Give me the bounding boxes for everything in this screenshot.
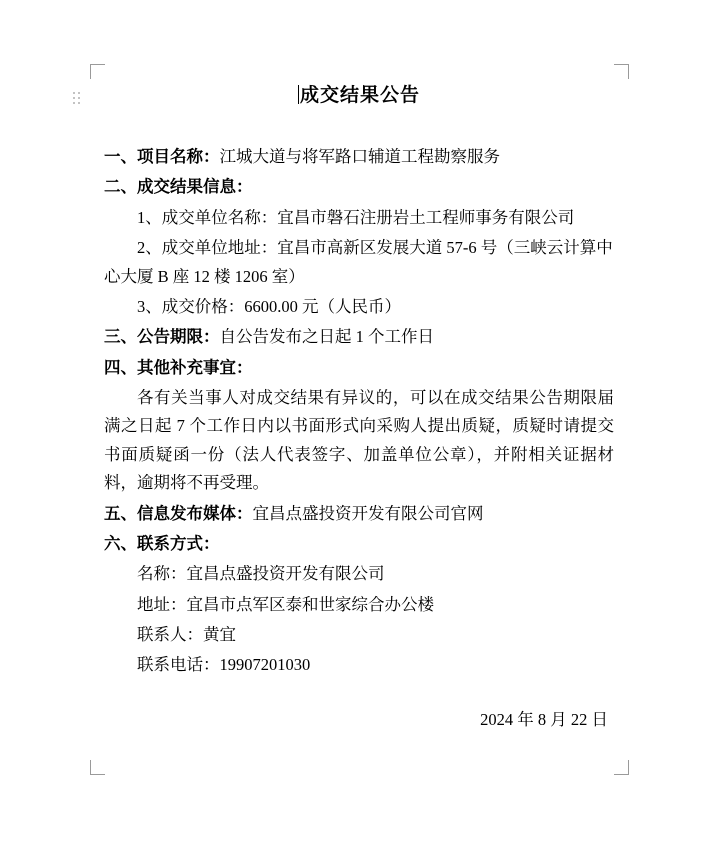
section-heading-6: 六、联系方式： <box>104 533 220 553</box>
list-item: 2、成交单位地址：宜昌市高新区发展大道 57-6 号（三峡云计算中心大厦 B 座 12 楼 1206 室） <box>104 238 613 286</box>
section-heading-3 <box>104 323 614 351</box>
document-body <box>104 80 614 736</box>
page-title-text: 成交结果公告 <box>299 85 420 106</box>
contact-person: 联系人：黄宜 <box>137 625 236 644</box>
paragraph-drag-handle-icon[interactable] <box>73 92 82 106</box>
contact-phone: 联系电话：19907201030 <box>137 655 311 675</box>
section-heading-4: 四、其他补充事宜： <box>104 357 253 377</box>
list-item: 3、成交价格：6600.00 元（人民币） <box>137 296 401 316</box>
contact-name: 名称：宜昌点盛投资开发有限公司 <box>137 564 385 584</box>
margin-mark-top-left <box>90 64 105 79</box>
section-4-body: 各有关当事人对成交结果有异议的，可以在成交结果公告期限届满之日起 7 个工作日内以书面形式向采购人提出质疑，质疑时请提交书面质疑函一份（法人代表签字、加盖单位公章），并附相关证据材料，逾期将不再受理。 <box>104 388 614 493</box>
margin-mark-top-right <box>614 64 629 79</box>
section-heading-5-value: 宜昌点盛投资开发有限公司官网 <box>252 503 484 523</box>
section-heading-3-label: 三、公告期限： <box>104 327 220 347</box>
section-heading-5 <box>104 500 614 528</box>
section-heading-1 <box>104 143 614 171</box>
document-date: 2024 年 8 月 22 日 <box>480 709 608 729</box>
section-heading-2: 二、成交结果信息： <box>104 177 253 197</box>
section-heading-1-label: 一、项目名称： <box>104 147 220 166</box>
list-item: 1、成交单位名称：宜昌市磐石注册岩土工程师事务有限公司 <box>137 207 575 227</box>
text-cursor <box>298 85 299 104</box>
margin-mark-bottom-right <box>614 760 629 775</box>
section-heading-3-value: 自公告发布之日起 1 个工作日 <box>219 327 434 347</box>
section-heading-5-label: 五、信息发布媒体： <box>104 503 253 523</box>
contact-address: 地址：宜昌市点军区泰和世家综合办公楼 <box>137 594 434 614</box>
page-title <box>104 80 614 107</box>
margin-mark-bottom-left <box>90 760 105 775</box>
section-heading-1-value: 江城大道与将军路口辅道工程勘察服务 <box>219 147 500 166</box>
